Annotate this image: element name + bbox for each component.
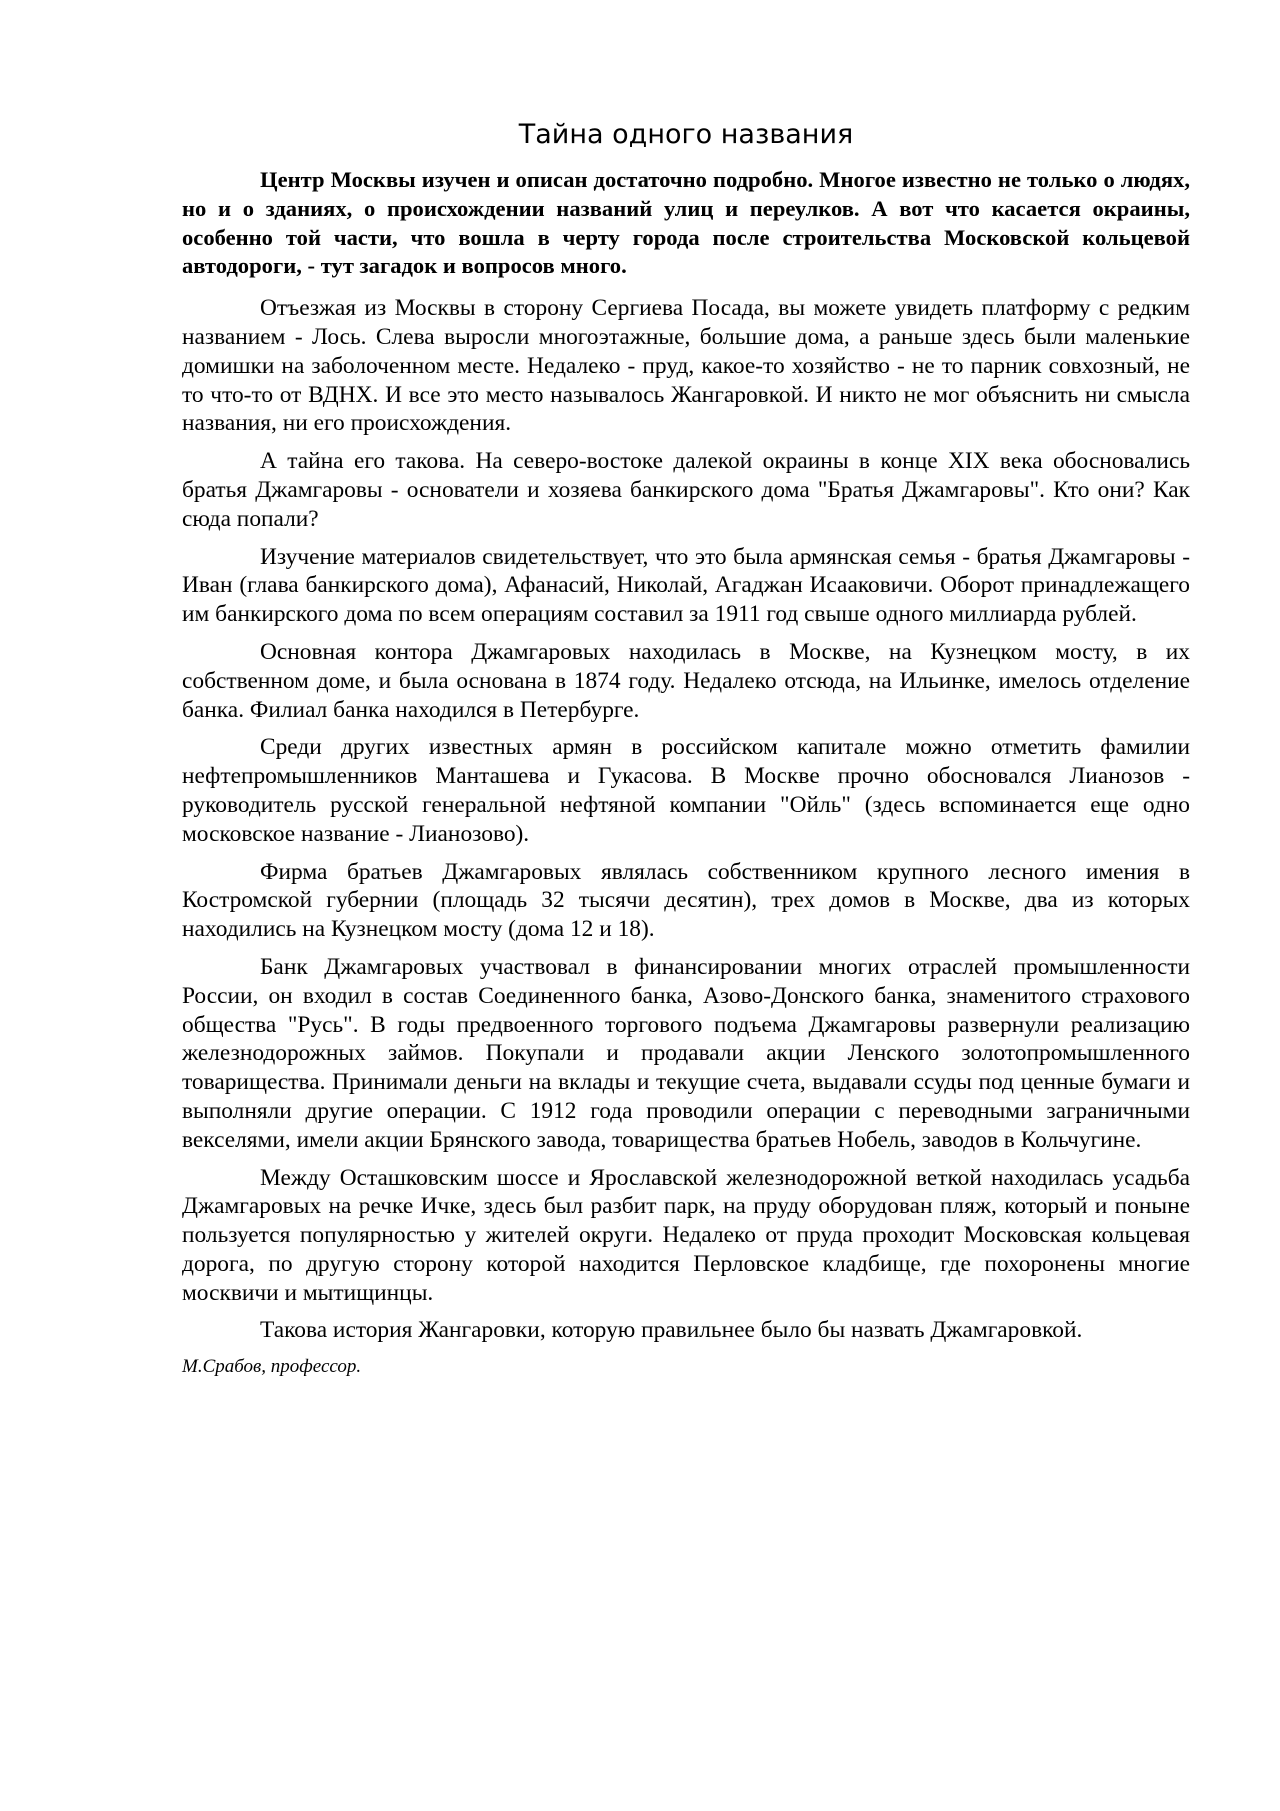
lead-paragraph: Центр Москвы изучен и описан достаточно подробно. Многое известно не только о людях, но и о зданиях, о происхождении названий улиц и переулков. А вот что касается окраины, особенно той части, что вошла в черту города после строительства Московской кольцевой автодороги, - тут загадок и вопросов много. [182, 167, 1190, 279]
paragraph-1: Отъезжая из Москвы в сторону Сергиева Посада, вы можете увидеть платформу с редким названием - Лось. Слева выросли многоэтажные, большие дома, а раньше здесь были маленькие домишки на заболоченном месте. Недалеко - пруд, какое-то хозяйство - не то парник совхозный, не то что-то от ВДНХ. И все это место называлось Жангаровкой. И никто не мог объяснить ни смысла названия, ни его происхождения. [182, 295, 1190, 437]
document-body [182, 166, 1190, 1389]
paragraph-3: Изучение материалов свидетельствует, что это была армянская семья - братья Джамгаровы - Иван (глава банкирского дома), Афанасий, Николай, Агаджан Исааковичи. Оборот принадлежащего им банкирского дома по всем операциям составил за 1911 год свыше одного миллиарда рублей. [182, 543, 1190, 628]
paragraph-7: Банк Джамгаровых участвовал в финансировании многих отраслей промышленности России, он входил в состав Соединенного банка, Азово-Донского банка, знаменитого страхового общества "Русь". В годы предвоенного торгового подъема Джамгаровы развернули реализацию железнодорожных займов. Покупали и продавали акции Ленского золотопромышленного товарищества. Принимали деньги на вклады и текущие счета, выдавали ссуды под ценные бумаги и выполняли другие операции. С 1912 года проводили операции с переводными заграничными векселями, имели акции Брянского завода, товарищества братьев Нобель, заводов в Кольчугине. [182, 953, 1190, 1153]
paragraph-6: Фирма братьев Джамгаровых являлась собственником крупного лесного имения в Костромской губернии (площадь 32 тысячи десятин), трех домов в Москве, два из которых находились на Кузнецком мосту (дома 12 и 18). [182, 858, 1190, 943]
paragraph-9: Такова история Жангаровки, которую правильнее было бы назвать Джамгаровкой. [260, 1317, 1083, 1344]
paragraph-5: Среди других известных армян в российском капитале можно отметить фамилии нефтепромышленников Манташева и Гукасова. В Москве прочно обосновался Лианозов - руководитель русской генеральной нефтяной компании "Ойль" (здесь вспоминается еще одно московское название - Лианозово). [182, 734, 1190, 847]
paragraph-2: А тайна его такова. На северо-востоке далекой окраины в конце XIX века обосновались братья Джамгаровы - основатели и хозяева банкирского дома "Братья Джамгаровы". Кто они? Как сюда попали? [182, 448, 1190, 532]
document-title: Тайна одного названия [518, 119, 854, 150]
paragraph-8: Между Осташковским шоссе и Ярославской железнодорожной веткой находилась усадьба Джамгаровых на речке Ичке, здесь был разбит парк, на пруду оборудован пляж, который и поныне пользуется популярностью у жителей округи. Недалеко от пруда проходит Московская кольцевая дорога, по другую сторону которой находится Перловское кладбище, где похоронены многие москвичи и мытищинцы. [182, 1164, 1190, 1306]
paragraph-4: Основная контора Джамгаровых находилась в Москве, на Кузнецком мосту, в их собственном доме, и была основана в 1874 году. Недалеко отсюда, на Ильинке, имелось отделение банка. Филиал банка находился в Петербурге. [182, 638, 1190, 723]
author-signature: М.Срабов, профессор. [182, 1356, 362, 1378]
